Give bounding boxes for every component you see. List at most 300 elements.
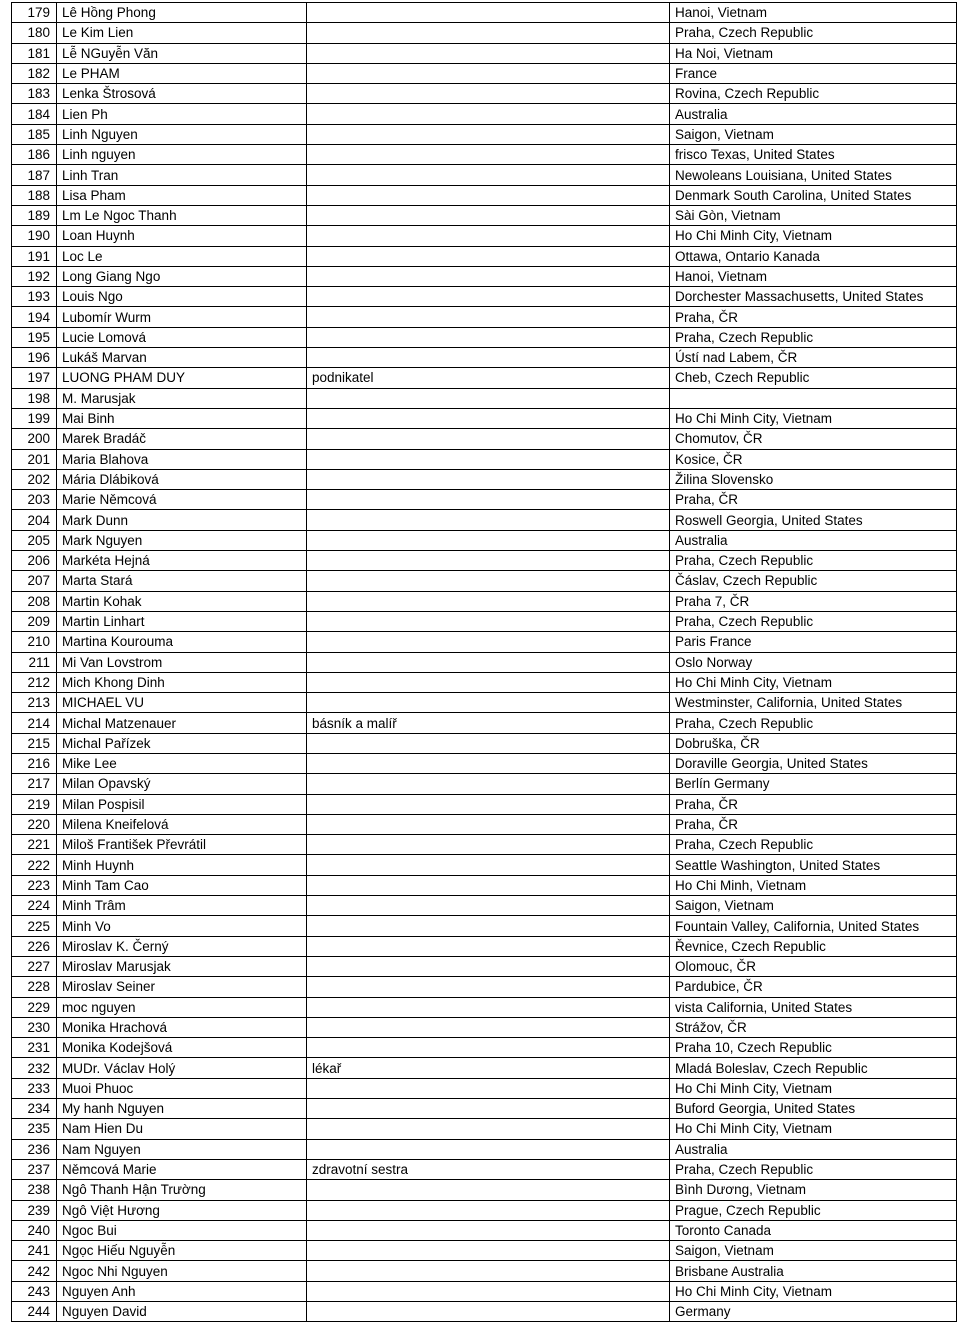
location-cell: Dobruška, ČR bbox=[670, 733, 957, 753]
table-row bbox=[12, 63, 957, 83]
row-number-cell: 242 bbox=[12, 1261, 57, 1281]
name-cell: Miroslav Marusjak bbox=[57, 956, 307, 976]
table-row bbox=[12, 977, 957, 997]
occupation-cell bbox=[307, 1017, 670, 1037]
location-cell: Řevnice, Czech Republic bbox=[670, 936, 957, 956]
table-row bbox=[12, 611, 957, 631]
location-cell: Praha 7, ČR bbox=[670, 591, 957, 611]
name-cell: Martina Kourouma bbox=[57, 632, 307, 652]
row-number-cell: 215 bbox=[12, 733, 57, 753]
location-cell: Žilina Slovensko bbox=[670, 469, 957, 489]
occupation-cell bbox=[307, 1302, 670, 1322]
name-cell: Muoi Phuoc bbox=[57, 1078, 307, 1098]
name-cell: Minh Huynh bbox=[57, 855, 307, 875]
occupation-cell bbox=[307, 936, 670, 956]
table-row bbox=[12, 591, 957, 611]
table-row bbox=[12, 145, 957, 165]
name-cell: Lm Le Ngoc Thanh bbox=[57, 205, 307, 225]
location-cell: Ho Chi Minh City, Vietnam bbox=[670, 1119, 957, 1139]
row-number-cell: 208 bbox=[12, 591, 57, 611]
location-cell: Oslo Norway bbox=[670, 652, 957, 672]
row-number-cell: 194 bbox=[12, 307, 57, 327]
row-number-cell: 189 bbox=[12, 205, 57, 225]
occupation-cell bbox=[307, 469, 670, 489]
location-cell: Ottawa, Ontario Kanada bbox=[670, 246, 957, 266]
location-cell: Praha, Czech Republic bbox=[670, 1159, 957, 1179]
row-number-cell: 207 bbox=[12, 571, 57, 591]
table-row bbox=[12, 23, 957, 43]
name-cell: Ngô Thanh Hận Trường bbox=[57, 1180, 307, 1200]
location-cell: France bbox=[670, 63, 957, 83]
location-cell: Ho Chi Minh City, Vietnam bbox=[670, 1281, 957, 1301]
row-number-cell: 213 bbox=[12, 693, 57, 713]
occupation-cell bbox=[307, 307, 670, 327]
location-cell: Doraville Georgia, United States bbox=[670, 753, 957, 773]
table-row bbox=[12, 1078, 957, 1098]
occupation-cell bbox=[307, 205, 670, 225]
name-cell: M. Marusjak bbox=[57, 388, 307, 408]
table-row bbox=[12, 997, 957, 1017]
row-number-cell: 244 bbox=[12, 1302, 57, 1322]
name-cell: Miloš František Převrátil bbox=[57, 835, 307, 855]
location-cell: vista California, United States bbox=[670, 997, 957, 1017]
table-row bbox=[12, 1038, 957, 1058]
occupation-cell bbox=[307, 835, 670, 855]
occupation-cell bbox=[307, 429, 670, 449]
row-number-cell: 241 bbox=[12, 1241, 57, 1261]
location-cell: Praha, Czech Republic bbox=[670, 327, 957, 347]
table-row bbox=[12, 388, 957, 408]
row-number-cell: 222 bbox=[12, 855, 57, 875]
name-cell: Lisa Pham bbox=[57, 185, 307, 205]
location-cell: Dorchester Massachusetts, United States bbox=[670, 287, 957, 307]
table-row bbox=[12, 896, 957, 916]
occupation-cell bbox=[307, 977, 670, 997]
row-number-cell: 201 bbox=[12, 449, 57, 469]
row-number-cell: 196 bbox=[12, 348, 57, 368]
occupation-cell bbox=[307, 226, 670, 246]
table-row bbox=[12, 794, 957, 814]
location-cell: Ha Noi, Vietnam bbox=[670, 43, 957, 63]
table-row bbox=[12, 835, 957, 855]
row-number-cell: 237 bbox=[12, 1159, 57, 1179]
location-cell bbox=[670, 388, 957, 408]
name-cell: Lenka Štrosová bbox=[57, 84, 307, 104]
location-cell: Saigon, Vietnam bbox=[670, 124, 957, 144]
name-cell: Le Kim Lien bbox=[57, 23, 307, 43]
name-cell: Ngoc Nhi Nguyen bbox=[57, 1261, 307, 1281]
row-number-cell: 195 bbox=[12, 327, 57, 347]
name-cell: Marta Stará bbox=[57, 571, 307, 591]
row-number-cell: 182 bbox=[12, 63, 57, 83]
location-cell: Buford Georgia, United States bbox=[670, 1099, 957, 1119]
occupation-cell bbox=[307, 855, 670, 875]
occupation-cell bbox=[307, 23, 670, 43]
name-cell: Ngoc Bui bbox=[57, 1220, 307, 1240]
occupation-cell bbox=[307, 733, 670, 753]
table-row bbox=[12, 408, 957, 428]
name-cell: Michal Pařízek bbox=[57, 733, 307, 753]
table-row bbox=[12, 43, 957, 63]
table-row bbox=[12, 104, 957, 124]
name-cell: Ngọc Hiếu Nguyễn bbox=[57, 1241, 307, 1261]
table-row bbox=[12, 1241, 957, 1261]
name-cell: Long Giang Ngo bbox=[57, 266, 307, 286]
name-cell: Louis Ngo bbox=[57, 287, 307, 307]
name-cell: Lubomír Wurm bbox=[57, 307, 307, 327]
name-cell: Monika Hrachová bbox=[57, 1017, 307, 1037]
row-number-cell: 227 bbox=[12, 956, 57, 976]
row-number-cell: 202 bbox=[12, 469, 57, 489]
location-cell: Ho Chi Minh City, Vietnam bbox=[670, 1078, 957, 1098]
row-number-cell: 236 bbox=[12, 1139, 57, 1159]
name-cell: Minh Vo bbox=[57, 916, 307, 936]
name-cell: Miroslav Seiner bbox=[57, 977, 307, 997]
row-number-cell: 192 bbox=[12, 266, 57, 286]
occupation-cell bbox=[307, 875, 670, 895]
occupation-cell: lékař bbox=[307, 1058, 670, 1078]
table-row bbox=[12, 936, 957, 956]
row-number-cell: 234 bbox=[12, 1099, 57, 1119]
table-row bbox=[12, 165, 957, 185]
location-cell: Germany bbox=[670, 1302, 957, 1322]
occupation-cell bbox=[307, 1261, 670, 1281]
row-number-cell: 181 bbox=[12, 43, 57, 63]
location-cell: Strážov, ČR bbox=[670, 1017, 957, 1037]
location-cell: Praha, ČR bbox=[670, 814, 957, 834]
row-number-cell: 210 bbox=[12, 632, 57, 652]
name-cell: moc nguyen bbox=[57, 997, 307, 1017]
name-cell: Minh Tam Cao bbox=[57, 875, 307, 895]
occupation-cell bbox=[307, 408, 670, 428]
location-cell: Bình Dương, Vietnam bbox=[670, 1180, 957, 1200]
occupation-cell: zdravotní sestra bbox=[307, 1159, 670, 1179]
signatory-table bbox=[11, 2, 957, 1322]
table-row bbox=[12, 1281, 957, 1301]
location-cell: Hanoi, Vietnam bbox=[670, 266, 957, 286]
name-cell: Linh Tran bbox=[57, 165, 307, 185]
name-cell: Nguyen David bbox=[57, 1302, 307, 1322]
occupation-cell bbox=[307, 591, 670, 611]
row-number-cell: 209 bbox=[12, 611, 57, 631]
name-cell: Le PHAM bbox=[57, 63, 307, 83]
location-cell: frisco Texas, United States bbox=[670, 145, 957, 165]
name-cell: Mai Binh bbox=[57, 408, 307, 428]
name-cell: Marek Bradáč bbox=[57, 429, 307, 449]
location-cell: Toronto Canada bbox=[670, 1220, 957, 1240]
occupation-cell bbox=[307, 1220, 670, 1240]
occupation-cell bbox=[307, 287, 670, 307]
row-number-cell: 214 bbox=[12, 713, 57, 733]
occupation-cell bbox=[307, 1281, 670, 1301]
location-cell: Paris France bbox=[670, 632, 957, 652]
table-row bbox=[12, 490, 957, 510]
occupation-cell bbox=[307, 1139, 670, 1159]
occupation-cell bbox=[307, 185, 670, 205]
occupation-cell bbox=[307, 956, 670, 976]
row-number-cell: 243 bbox=[12, 1281, 57, 1301]
table-row bbox=[12, 774, 957, 794]
occupation-cell bbox=[307, 693, 670, 713]
row-number-cell: 239 bbox=[12, 1200, 57, 1220]
table-row bbox=[12, 956, 957, 976]
name-cell: Maria Blahova bbox=[57, 449, 307, 469]
name-cell: Loan Huynh bbox=[57, 226, 307, 246]
location-cell: Kosice, ČR bbox=[670, 449, 957, 469]
table-row bbox=[12, 1017, 957, 1037]
table-row bbox=[12, 226, 957, 246]
row-number-cell: 216 bbox=[12, 753, 57, 773]
location-cell: Praha 10, Czech Republic bbox=[670, 1038, 957, 1058]
name-cell: Ngô Việt Hương bbox=[57, 1200, 307, 1220]
table-row bbox=[12, 368, 957, 388]
name-cell: Monika Kodejšová bbox=[57, 1038, 307, 1058]
location-cell: Pardubice, ČR bbox=[670, 977, 957, 997]
name-cell: Marie Němcová bbox=[57, 490, 307, 510]
location-cell: Rovina, Czech Republic bbox=[670, 84, 957, 104]
row-number-cell: 238 bbox=[12, 1180, 57, 1200]
occupation-cell bbox=[307, 1200, 670, 1220]
location-cell: Fountain Valley, California, United States bbox=[670, 916, 957, 936]
location-cell: Chomutov, ČR bbox=[670, 429, 957, 449]
name-cell: Lê Hồng Phong bbox=[57, 3, 307, 23]
table-row bbox=[12, 266, 957, 286]
table-row bbox=[12, 449, 957, 469]
location-cell: Praha, Czech Republic bbox=[670, 23, 957, 43]
name-cell: Lễ NGuyễn Văn bbox=[57, 43, 307, 63]
occupation-cell bbox=[307, 672, 670, 692]
row-number-cell: 197 bbox=[12, 368, 57, 388]
table-row bbox=[12, 652, 957, 672]
location-cell: Olomouc, ČR bbox=[670, 956, 957, 976]
occupation-cell bbox=[307, 1180, 670, 1200]
occupation-cell bbox=[307, 348, 670, 368]
occupation-cell bbox=[307, 388, 670, 408]
location-cell: Praha, ČR bbox=[670, 490, 957, 510]
table-row bbox=[12, 327, 957, 347]
row-number-cell: 204 bbox=[12, 510, 57, 530]
name-cell: MICHAEL VU bbox=[57, 693, 307, 713]
row-number-cell: 224 bbox=[12, 896, 57, 916]
row-number-cell: 206 bbox=[12, 551, 57, 571]
occupation-cell bbox=[307, 246, 670, 266]
table-row bbox=[12, 246, 957, 266]
row-number-cell: 198 bbox=[12, 388, 57, 408]
table-row bbox=[12, 733, 957, 753]
table-row bbox=[12, 3, 957, 23]
location-cell: Australia bbox=[670, 104, 957, 124]
occupation-cell bbox=[307, 43, 670, 63]
table-row bbox=[12, 632, 957, 652]
occupation-cell bbox=[307, 774, 670, 794]
occupation-cell bbox=[307, 611, 670, 631]
table-row bbox=[12, 571, 957, 591]
name-cell: Mark Dunn bbox=[57, 510, 307, 530]
location-cell: Mladá Boleslav, Czech Republic bbox=[670, 1058, 957, 1078]
location-cell: Berlín Germany bbox=[670, 774, 957, 794]
row-number-cell: 231 bbox=[12, 1038, 57, 1058]
row-number-cell: 226 bbox=[12, 936, 57, 956]
occupation-cell bbox=[307, 997, 670, 1017]
row-number-cell: 235 bbox=[12, 1119, 57, 1139]
table-row bbox=[12, 287, 957, 307]
table-row bbox=[12, 469, 957, 489]
location-cell: Brisbane Australia bbox=[670, 1261, 957, 1281]
occupation-cell bbox=[307, 266, 670, 286]
row-number-cell: 179 bbox=[12, 3, 57, 23]
name-cell: Michal Matzenauer bbox=[57, 713, 307, 733]
name-cell: Linh Nguyen bbox=[57, 124, 307, 144]
name-cell: Nam Nguyen bbox=[57, 1139, 307, 1159]
occupation-cell bbox=[307, 104, 670, 124]
occupation-cell bbox=[307, 1078, 670, 1098]
occupation-cell bbox=[307, 124, 670, 144]
table-row bbox=[12, 84, 957, 104]
name-cell: Nguyen Anh bbox=[57, 1281, 307, 1301]
table-body bbox=[12, 3, 957, 1322]
name-cell: Mária Dlábiková bbox=[57, 469, 307, 489]
table-row bbox=[12, 1159, 957, 1179]
table-row bbox=[12, 205, 957, 225]
table-row bbox=[12, 530, 957, 550]
location-cell: Ho Chi Minh, Vietnam bbox=[670, 875, 957, 895]
table-row bbox=[12, 551, 957, 571]
location-cell: Australia bbox=[670, 530, 957, 550]
location-cell: Saigon, Vietnam bbox=[670, 896, 957, 916]
name-cell: Milena Kneifelová bbox=[57, 814, 307, 834]
row-number-cell: 183 bbox=[12, 84, 57, 104]
name-cell: Němcová Marie bbox=[57, 1159, 307, 1179]
occupation-cell bbox=[307, 3, 670, 23]
row-number-cell: 190 bbox=[12, 226, 57, 246]
row-number-cell: 240 bbox=[12, 1220, 57, 1240]
table-row bbox=[12, 672, 957, 692]
row-number-cell: 199 bbox=[12, 408, 57, 428]
name-cell: Nam Hien Du bbox=[57, 1119, 307, 1139]
table-row bbox=[12, 916, 957, 936]
location-cell: Praha, ČR bbox=[670, 307, 957, 327]
location-cell: Hanoi, Vietnam bbox=[670, 3, 957, 23]
name-cell: Martin Linhart bbox=[57, 611, 307, 631]
occupation-cell: podnikatel bbox=[307, 368, 670, 388]
row-number-cell: 230 bbox=[12, 1017, 57, 1037]
occupation-cell bbox=[307, 145, 670, 165]
row-number-cell: 219 bbox=[12, 794, 57, 814]
table-row bbox=[12, 1058, 957, 1078]
name-cell: LUONG PHAM DUY bbox=[57, 368, 307, 388]
table-row bbox=[12, 429, 957, 449]
location-cell: Prague, Czech Republic bbox=[670, 1200, 957, 1220]
table-row bbox=[12, 510, 957, 530]
occupation-cell bbox=[307, 84, 670, 104]
row-number-cell: 223 bbox=[12, 875, 57, 895]
row-number-cell: 232 bbox=[12, 1058, 57, 1078]
location-cell: Westminster, California, United States bbox=[670, 693, 957, 713]
name-cell: Milan Pospisil bbox=[57, 794, 307, 814]
occupation-cell bbox=[307, 1119, 670, 1139]
table-row bbox=[12, 1302, 957, 1322]
location-cell: Čáslav, Czech Republic bbox=[670, 571, 957, 591]
row-number-cell: 186 bbox=[12, 145, 57, 165]
row-number-cell: 187 bbox=[12, 165, 57, 185]
location-cell: Ho Chi Minh City, Vietnam bbox=[670, 672, 957, 692]
row-number-cell: 184 bbox=[12, 104, 57, 124]
row-number-cell: 229 bbox=[12, 997, 57, 1017]
row-number-cell: 185 bbox=[12, 124, 57, 144]
row-number-cell: 212 bbox=[12, 672, 57, 692]
location-cell: Praha, ČR bbox=[670, 794, 957, 814]
occupation-cell bbox=[307, 652, 670, 672]
location-cell: Sài Gòn, Vietnam bbox=[670, 205, 957, 225]
table-row bbox=[12, 1220, 957, 1240]
location-cell: Ústí nad Labem, ČR bbox=[670, 348, 957, 368]
location-cell: Australia bbox=[670, 1139, 957, 1159]
occupation-cell bbox=[307, 794, 670, 814]
occupation-cell bbox=[307, 327, 670, 347]
location-cell: Praha, Czech Republic bbox=[670, 713, 957, 733]
row-number-cell: 221 bbox=[12, 835, 57, 855]
location-cell: Praha, Czech Republic bbox=[670, 551, 957, 571]
table-row bbox=[12, 348, 957, 368]
location-cell: Seattle Washington, United States bbox=[670, 855, 957, 875]
location-cell: Cheb, Czech Republic bbox=[670, 368, 957, 388]
table-row bbox=[12, 307, 957, 327]
name-cell: Milan Opavský bbox=[57, 774, 307, 794]
occupation-cell bbox=[307, 1241, 670, 1261]
table-row bbox=[12, 1180, 957, 1200]
name-cell: My hanh Nguyen bbox=[57, 1099, 307, 1119]
row-number-cell: 228 bbox=[12, 977, 57, 997]
name-cell: Loc Le bbox=[57, 246, 307, 266]
name-cell: Miroslav K. Černý bbox=[57, 936, 307, 956]
name-cell: Mich Khong Dinh bbox=[57, 672, 307, 692]
name-cell: Lukáš Marvan bbox=[57, 348, 307, 368]
name-cell: Mi Van Lovstrom bbox=[57, 652, 307, 672]
occupation-cell bbox=[307, 551, 670, 571]
occupation-cell bbox=[307, 632, 670, 652]
occupation-cell bbox=[307, 1038, 670, 1058]
table-row bbox=[12, 124, 957, 144]
name-cell: Martin Kohak bbox=[57, 591, 307, 611]
name-cell: Mark Nguyen bbox=[57, 530, 307, 550]
table-row bbox=[12, 185, 957, 205]
location-cell: Denmark South Carolina, United States bbox=[670, 185, 957, 205]
row-number-cell: 233 bbox=[12, 1078, 57, 1098]
occupation-cell bbox=[307, 814, 670, 834]
table-row bbox=[12, 875, 957, 895]
name-cell: Mike Lee bbox=[57, 753, 307, 773]
table-row bbox=[12, 855, 957, 875]
row-number-cell: 225 bbox=[12, 916, 57, 936]
row-number-cell: 180 bbox=[12, 23, 57, 43]
row-number-cell: 188 bbox=[12, 185, 57, 205]
occupation-cell bbox=[307, 916, 670, 936]
table-row bbox=[12, 1099, 957, 1119]
occupation-cell: básník a malíř bbox=[307, 713, 670, 733]
table-row bbox=[12, 753, 957, 773]
row-number-cell: 205 bbox=[12, 530, 57, 550]
location-cell: Newoleans Louisiana, United States bbox=[670, 165, 957, 185]
occupation-cell bbox=[307, 896, 670, 916]
occupation-cell bbox=[307, 490, 670, 510]
occupation-cell bbox=[307, 449, 670, 469]
name-cell: Markéta Hejná bbox=[57, 551, 307, 571]
row-number-cell: 203 bbox=[12, 490, 57, 510]
name-cell: Linh nguyen bbox=[57, 145, 307, 165]
table-row bbox=[12, 1200, 957, 1220]
name-cell: Lien Ph bbox=[57, 104, 307, 124]
row-number-cell: 193 bbox=[12, 287, 57, 307]
